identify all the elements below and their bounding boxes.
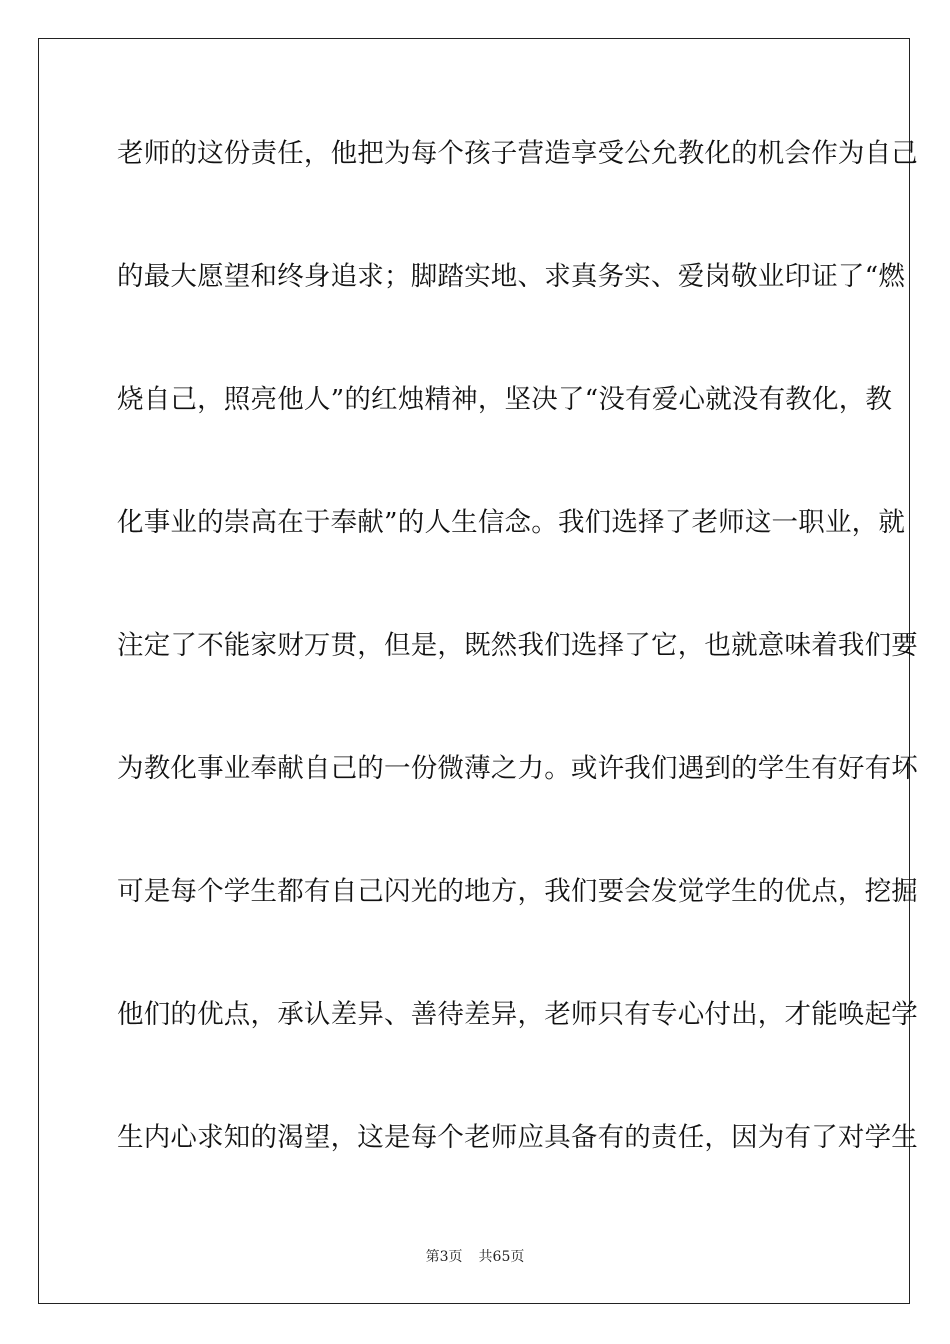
- text-line: 的最大愿望和终身追求；脚踏实地、求真务实、爱岗敬业印证了“燃: [117, 261, 906, 292]
- text-line: 注定了不能家财万贯，但是，既然我们选择了它，也就意味着我们要: [117, 630, 918, 661]
- text-line: 为教化事业奉献自己的一份微薄之力。或许我们遇到的学生有好有坏: [117, 753, 918, 784]
- text-line: 化事业的崇高在于奉献”的人生信念。我们选择了老师这一职业，就: [117, 507, 906, 538]
- text-line: 生内心求知的渴望，这是每个老师应具备有的责任，因为有了对学生: [117, 1122, 918, 1153]
- text-line: 他们的优点，承认差异、善待差异，老师只有专心付出，才能唤起学: [117, 999, 918, 1030]
- body-text: [117, 134, 918, 1241]
- page-footer: [0, 1246, 950, 1266]
- text-line: 烧自己，照亮他人”的红烛精神，坚决了“没有爱心就没有教化，教: [117, 384, 893, 415]
- page-number: 第3页: [425, 1249, 463, 1265]
- text-line: 老师的这份责任，他把为每个孩子营造享受公允教化的机会作为自己: [117, 138, 918, 169]
- text-line: 可是每个学生都有自己闪光的地方，我们要会发觉学生的优点，挖掘: [117, 876, 918, 907]
- total-pages: 共65页: [478, 1249, 525, 1265]
